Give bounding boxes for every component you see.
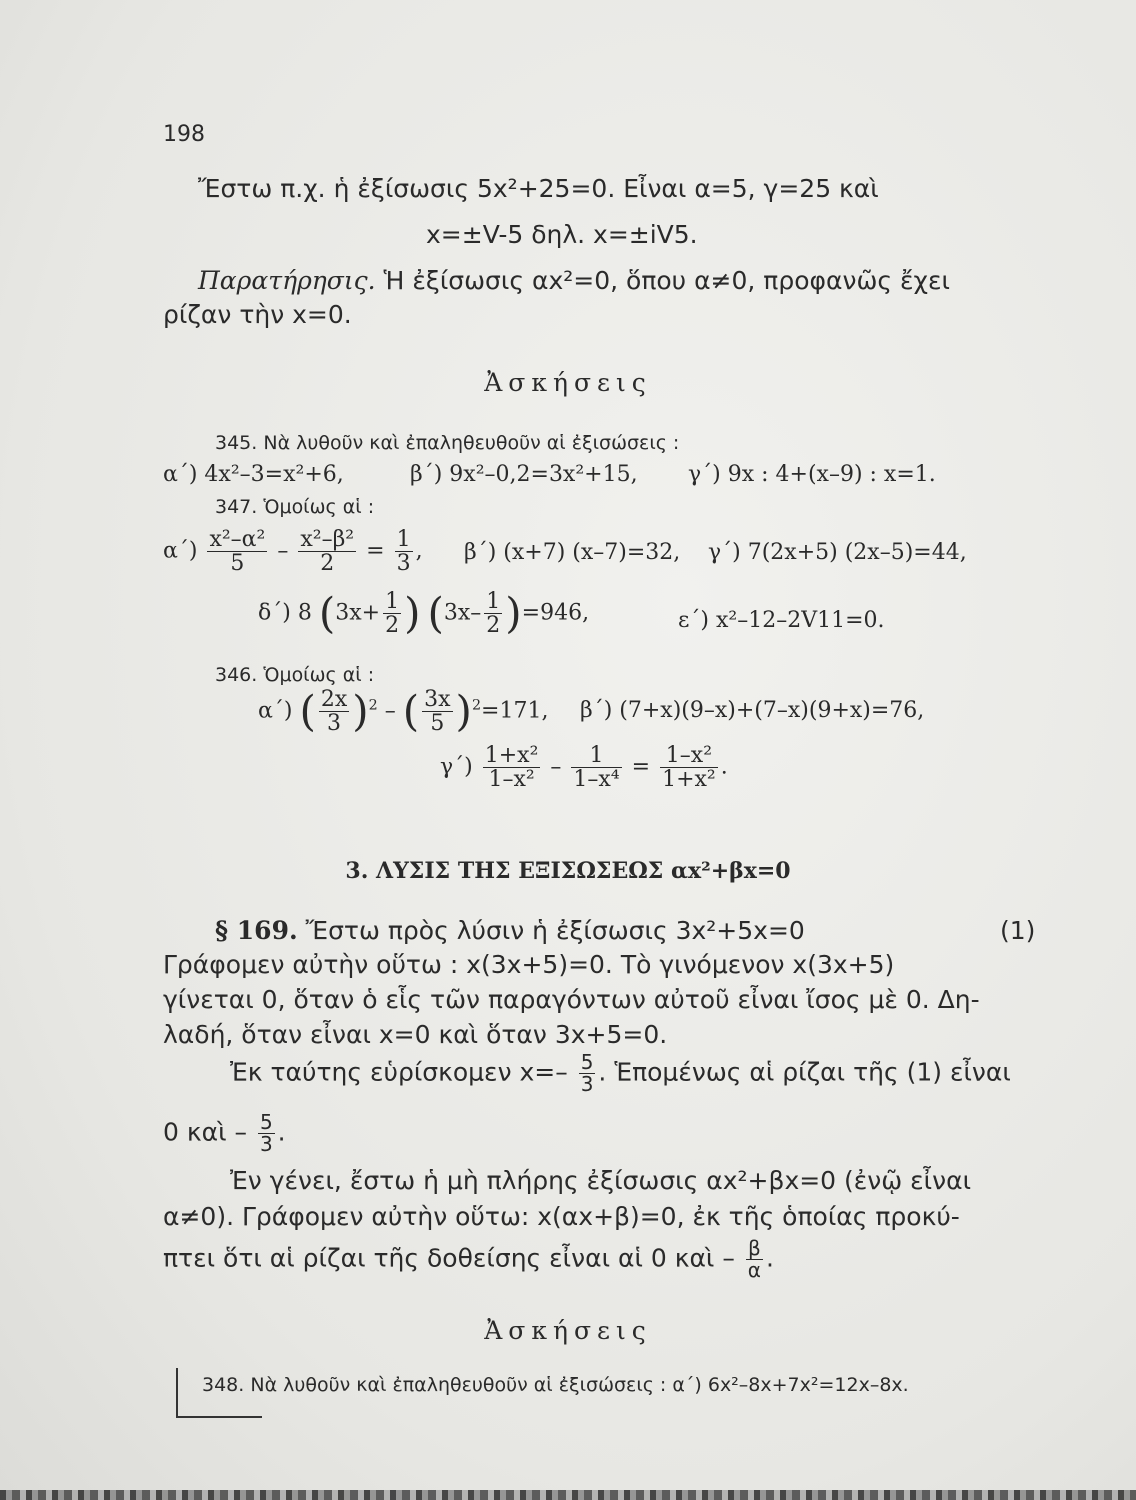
fraction (395, 528, 413, 575)
paren-close: ) (404, 588, 421, 638)
page-number: 198 (163, 122, 205, 147)
exercise-346-b: β΄) (7+x)(9–x)+(7–x)(9+x)=76, (580, 698, 925, 723)
exercise-348-number: 348. (202, 1374, 245, 1396)
text: πτει ὅτι αἱ ρίζαι τῆς δοθείσης εἶναι αἱ 0 καὶ – (163, 1243, 735, 1273)
term: =171, (481, 698, 549, 724)
fraction (483, 744, 541, 791)
denominator: 3 (396, 551, 411, 577)
paragraph-169-line-8: α≠0). Γράφομεν αὐτὴν οὕτω: x(αx+β)=0, ἐκ τῆς ὁποίας προκύ- (163, 1202, 960, 1231)
fraction (579, 1052, 596, 1095)
paragraph-169-line-9 (163, 1238, 774, 1281)
denominator: 2 (486, 613, 501, 639)
paragraph-169-line-1 (215, 916, 805, 945)
denominator: 1+x² (662, 767, 716, 793)
paragraph-label: § 169. (215, 916, 298, 945)
paragraph-text: Ἔστω πρὸς λύσιν ἡ ἐξίσωσις 3x²+5x=0 (305, 916, 805, 945)
exponent: 2 (368, 697, 378, 714)
paren-open: ( (427, 588, 444, 638)
denominator: 3 (580, 1072, 594, 1096)
numerator: 1–x² (660, 744, 718, 768)
fraction (207, 528, 267, 575)
text: 0 καὶ – (163, 1117, 247, 1147)
exercises-heading: Ἀσκήσεις (484, 368, 652, 397)
operator: = (631, 754, 651, 780)
exercise-345 (215, 432, 679, 454)
exercise-346-number: 346. (215, 664, 258, 686)
fraction (258, 1112, 275, 1155)
remark-label: Παρατήρησις. (198, 266, 376, 295)
exercise-347-number: 347. (215, 496, 258, 518)
exercise-345-number: 345. (215, 432, 258, 454)
denominator: 2 (320, 551, 335, 577)
item-prefix: α΄) (258, 698, 293, 724)
numerator: 2x (320, 687, 348, 712)
fraction (571, 744, 621, 791)
paren-open: ( (318, 588, 336, 638)
text: . (277, 1117, 286, 1147)
exercise-348-text: Νὰ λυθοῦν καὶ ἐπαληθευθοῦν αἱ ἐξισώσεις : α΄) 6x²–8x+7x²=12x–8x. (250, 1374, 909, 1396)
punctuation: , (415, 538, 423, 564)
exercise-345-text: Νὰ λυθοῦν καὶ ἐπαληθευθοῦν αἱ ἐξισώσεις : (263, 432, 680, 454)
remark-line-1 (198, 266, 950, 295)
item-prefix: γ΄) (440, 754, 473, 780)
exercise-348 (202, 1374, 909, 1396)
numerator: x²–β² (300, 527, 355, 552)
paragraph-169-line-7: Ἐν γένει, ἔστω ἡ μὴ πλήρης ἐξίσωσις αx²+βx=0 (ἐνῷ εἶναι (230, 1166, 972, 1195)
paragraph-169-line-6 (163, 1112, 286, 1155)
exercises-heading-2: Ἀσκήσεις (484, 1316, 652, 1345)
item-prefix: δ΄) 8 (258, 600, 312, 626)
paragraph-169-line-4: λαδή, ὅταν εἶναι x=0 καὶ ὅταν 3x+5=0. (163, 1020, 668, 1049)
text: . Ἑπομένως αἱ ρίζαι τῆς (1) εἶναι (598, 1057, 1011, 1087)
exercise-347 (215, 496, 374, 518)
exercise-347-a (163, 528, 423, 575)
exercise-347-e: ε΄) x²–12–2V11=0. (678, 608, 885, 633)
numerator: 1 (571, 744, 621, 768)
paren-close: ) (505, 588, 522, 638)
paragraph-169-line-3: γίνεται 0, ὅταν ὁ εἷς τῶν παραγόντων αὐτοῦ εἶναι ἴσος μὲ 0. Δη- (163, 985, 980, 1014)
punctuation: . (720, 754, 728, 780)
exponent: 2 (471, 697, 482, 714)
denominator: 3 (327, 711, 342, 737)
exercise-345-b: β΄) 9x²–0,2=3x²+15, (410, 462, 638, 487)
intro-line-1: Ἔστω π.χ. ἡ ἐξίσωσις 5x²+25=0. Εἶναι α=5, γ=25 καὶ (198, 174, 879, 203)
fraction (298, 528, 356, 575)
numerator: 3x (424, 687, 451, 712)
denominator: 2 (385, 613, 400, 639)
denominator: 5 (430, 711, 445, 737)
paren-close: ) (352, 686, 369, 736)
denominator: 1–x⁴ (573, 767, 620, 793)
exercise-345-c: γ΄) 9x : 4+(x–9) : x=1. (688, 462, 936, 487)
fraction (746, 1238, 763, 1281)
denominator: α (747, 1258, 761, 1282)
numerator: 1+x² (484, 743, 539, 768)
scan-edge-strip (0, 1490, 1136, 1500)
paren-open: ( (402, 686, 420, 736)
term: =946, (521, 600, 590, 626)
denominator: 1–x² (488, 767, 535, 793)
numerator: 1 (396, 527, 411, 552)
numerator: 1 (486, 589, 501, 614)
exercise-346 (215, 664, 374, 686)
paren-close: ) (455, 686, 472, 736)
paren-open: ( (299, 686, 316, 736)
term: 3x+ (335, 600, 381, 626)
exercise-346-text: Ὁμοίως αἱ : (263, 664, 375, 686)
numerator: 5 (580, 1050, 594, 1074)
exercise-347-c: γ΄) 7(2x+5) (2x–5)=44, (708, 540, 967, 565)
remark-line-2: ρίζαν τὴν x=0. (163, 300, 352, 329)
term: 3x– (443, 600, 482, 626)
paragraph-169-line-5 (230, 1052, 1011, 1095)
exercise-347-d (258, 590, 589, 637)
denominator: 3 (259, 1132, 273, 1156)
equation-number: (1) (1000, 916, 1036, 945)
operator: = (366, 538, 385, 564)
exercise-345-a: α΄) 4x²–3=x²+6, (163, 462, 344, 487)
numerator: β (746, 1238, 763, 1260)
remark-text: Ἡ ἐξίσωσις αx²=0, ὅπου α≠0, προφανῶς ἔχει (383, 266, 950, 295)
fraction (383, 590, 401, 637)
fraction (484, 590, 502, 637)
fraction (319, 688, 349, 735)
numerator: x²–α² (209, 527, 266, 552)
text: . (765, 1243, 774, 1273)
fraction (422, 688, 452, 735)
intro-line-2: x=±V-5 δηλ. x=±iV5. (426, 220, 698, 249)
exercise-347-b: β΄) (x+7) (x–7)=32, (464, 540, 681, 565)
denominator: 5 (230, 551, 245, 577)
operator: – (550, 754, 562, 780)
fraction (660, 744, 718, 791)
exercise-346-a (258, 688, 548, 735)
item-prefix: α΄) (163, 538, 198, 564)
numerator: 1 (385, 589, 400, 614)
exercise-346-c (440, 744, 728, 791)
operator: – (384, 698, 396, 724)
numerator: 5 (259, 1110, 273, 1134)
paragraph-169-line-2: Γράφομεν αὐτὴν οὕτω : x(3x+5)=0. Τὸ γινόμενον x(3x+5) (163, 950, 895, 979)
text: Ἐκ ταύτης εὑρίσκομεν x=– (230, 1057, 568, 1087)
exercise-347-text: Ὁμοίως αἱ : (263, 496, 375, 518)
operator: – (277, 538, 289, 564)
section-title: 3. ΛΥΣΙΣ ΤΗΣ ΕΞΙΣΩΣΕΩΣ αx²+βx=0 (345, 858, 791, 884)
